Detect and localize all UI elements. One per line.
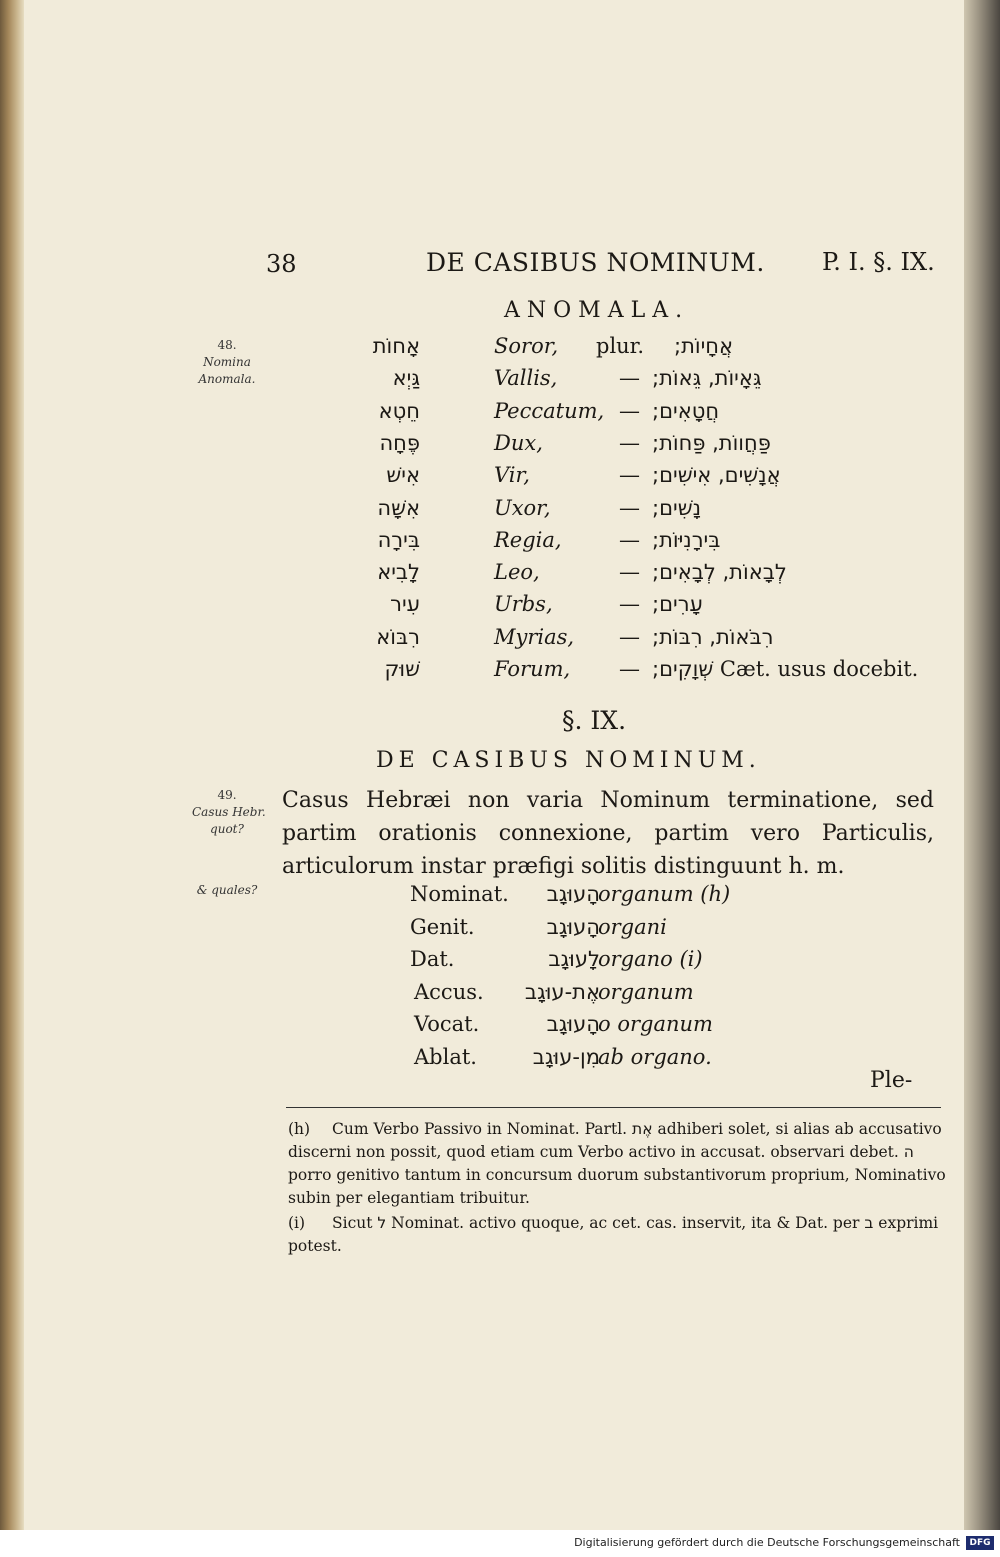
latin-gloss: Vir,: [494, 463, 530, 488]
footnote-text: adhiberi solet, si alias ab accusativo discerni non possit, quod etiam cum Verbo activo in accusat. observari debet.: [288, 1120, 942, 1161]
latin-gloss: Forum,: [494, 657, 571, 681]
case-name: Ablat.: [414, 1045, 477, 1069]
margin-note-line: 49.: [217, 788, 237, 802]
hebrew-plural-cell: [652, 399, 719, 423]
margin-note-qualis: & quales?: [196, 883, 258, 897]
anomala-row: [24, 399, 964, 429]
latin-gloss: Myrias,: [494, 624, 575, 649]
anomala-row: [24, 625, 964, 655]
dfg-logo: DFG: [966, 1536, 994, 1550]
plural-marker: —: [619, 398, 640, 423]
latin-gloss: Urbs,: [494, 592, 553, 617]
margin-note-line: quot?: [210, 822, 244, 836]
book-page: [24, 0, 964, 1530]
hebrew-singular: פֶּחָה: [379, 430, 420, 455]
case-hebrew: אֶת-עוּגָב: [524, 979, 600, 1004]
case-hebrew: הָעוּגָב: [546, 914, 600, 939]
margin-note-49: [192, 787, 266, 838]
hebrew-plural-cell: [652, 528, 720, 552]
footnote-hebrew: ה: [903, 1143, 914, 1161]
section-title: DE CASIBUS NOMINUM.: [376, 748, 761, 773]
anomala-row: [24, 657, 964, 687]
hebrew-plural: בִּירָנִיּוֹת;: [652, 527, 721, 552]
hebrew-plural-cell: [652, 366, 762, 390]
case-row: [24, 1012, 964, 1042]
anomala-row: [24, 334, 964, 364]
case-gloss: organo (i): [598, 947, 703, 972]
plural-marker: —: [619, 560, 640, 585]
case-hebrew: הָעוּגָב: [546, 882, 600, 906]
latin-gloss: Uxor,: [494, 495, 551, 520]
case-gloss: organum (h): [598, 882, 731, 906]
case-gloss: organum: [598, 979, 694, 1004]
section-number: §. IX.: [562, 706, 627, 735]
anomala-title: ANOMALA.: [504, 298, 690, 323]
hebrew-plural: פַּחֲווֹת, פַּחוֹת;: [652, 430, 771, 455]
plural-marker: —: [619, 463, 640, 488]
hebrew-plural-cell: [674, 334, 733, 358]
anomala-row: [24, 496, 964, 526]
latin-gloss: Regia,: [494, 527, 562, 552]
case-name: Accus.: [414, 979, 484, 1004]
footnote-i: [288, 1212, 946, 1258]
footnote-rule: [286, 1107, 941, 1108]
hebrew-singular: בִּירָה: [377, 527, 420, 552]
plural-marker: —: [619, 527, 640, 552]
margin-note-line: Anomala.: [198, 372, 256, 386]
hebrew-singular: עִיר: [390, 592, 420, 617]
footnote-label: (i): [288, 1214, 306, 1232]
hebrew-plural: נָשִׁים;: [652, 495, 701, 520]
hebrew-plural: אֲנָשִׁים, אִישִׁים;: [652, 463, 781, 488]
page-number: 38: [266, 250, 297, 278]
latin-gloss: Peccatum,: [494, 398, 605, 423]
plural-marker: —: [619, 366, 640, 391]
case-hebrew: הָעוּגָב: [546, 1012, 600, 1037]
hebrew-singular: אִשָּׁה: [377, 495, 420, 520]
case-row: [24, 1045, 964, 1075]
footnote-hebrew: אֶת: [632, 1120, 653, 1138]
case-name: Dat.: [410, 947, 455, 972]
hebrew-plural-cell: [652, 463, 781, 487]
latin-gloss: Soror,: [494, 334, 559, 358]
plural-marker: —: [619, 657, 640, 681]
running-head: DE CASIBUS NOMINUM.: [426, 248, 765, 277]
case-name: Genit.: [410, 914, 475, 939]
footnote-text: Cum Verbo Passivo in Nominat. Partl.: [332, 1120, 628, 1138]
anomala-row: [24, 528, 964, 558]
footer-credit: Digitalisierung gefördert durch die Deutsche Forschungsgemeinschaft: [574, 1536, 960, 1549]
latin-gloss: Vallis,: [494, 366, 558, 391]
hebrew-singular: שׁוּק: [384, 657, 420, 681]
footnote-text: Sicut: [332, 1214, 373, 1232]
book-spine: [0, 0, 24, 1557]
hebrew-plural: גֵּאָיוֹת, גֵּאוֹת;: [652, 366, 762, 391]
case-name: Vocat.: [414, 1012, 480, 1037]
plural-marker: —: [619, 430, 640, 455]
hebrew-singular: רִבּוֹא: [376, 624, 420, 649]
footnote-text: porro genitivo tantum in concursum duorum substantivorum proprium, Nominativo subin per elegantiam tribuitur.: [288, 1166, 946, 1207]
hebrew-plural: שְׁוָקִים;: [652, 657, 714, 681]
case-gloss: o organum: [598, 1012, 713, 1037]
body-paragraph: Casus Hebræi non varia Nominum terminatione, sed partim orationis connexione, partim vero Particulis, articulorum instar præfigi solitis distinguunt h. m.: [282, 788, 934, 879]
hebrew-plural-cell: [652, 560, 787, 584]
anomala-row: [24, 431, 964, 461]
hebrew-plural: עָרִים;: [652, 592, 703, 617]
footnote-h: [288, 1118, 946, 1210]
footnote-text: Nominat. activo quoque, ac cet. cas. inservit, ita & Dat. per: [391, 1214, 860, 1232]
case-row: [24, 882, 964, 912]
hebrew-plural: חֲטָאִים;: [652, 398, 720, 423]
anomala-row: [24, 366, 964, 396]
margin-note-line: Casus Hebr.: [192, 805, 266, 819]
anomala-row: [24, 560, 964, 590]
hebrew-plural-cell: [652, 431, 771, 455]
case-row: [24, 915, 964, 945]
digitization-footer: [0, 1530, 1000, 1557]
case-hebrew: מִן-עוּגָב: [532, 1045, 600, 1069]
footnote-text: exprimi potest.: [288, 1214, 939, 1255]
plural-marker: plur.: [596, 334, 645, 358]
hebrew-singular: לָבִיא: [377, 560, 420, 585]
catchword: Ple-: [870, 1068, 913, 1093]
case-gloss: organi: [598, 914, 667, 939]
hebrew-singular: חֵטְא: [378, 398, 420, 423]
page-edge: [964, 0, 1000, 1530]
hebrew-singular: אִישׁ: [386, 463, 420, 488]
plural-marker: —: [619, 495, 640, 520]
margin-note-line: 48.: [217, 338, 237, 352]
hebrew-plural: לְבָאוֹת, לְבָאִים;: [652, 560, 787, 585]
hebrew-singular: אָחוֹת: [372, 334, 420, 358]
hebrew-singular: גַּיְא: [392, 366, 420, 391]
anomala-row: [24, 592, 964, 622]
hebrew-plural-cell: [652, 496, 701, 520]
latin-gloss: Leo,: [494, 560, 540, 585]
hebrew-plural-cell: [652, 625, 774, 649]
footnote-hebrew: ב: [864, 1214, 874, 1232]
hebrew-plural: אֲחָיוֹת;: [674, 334, 734, 358]
case-gloss: ab organo.: [598, 1045, 712, 1069]
latin-gloss: Dux,: [494, 430, 543, 455]
margin-note-line: Nomina: [203, 355, 251, 369]
footnote-hebrew: ל: [377, 1214, 387, 1232]
case-hebrew: לָעוּגָב: [548, 947, 600, 972]
case-row: [24, 947, 964, 977]
plural-marker: —: [619, 592, 640, 617]
hebrew-plural: רִבֹּאוֹת, רִבּוֹת;: [652, 624, 774, 649]
section-reference: P. I. §. IX.: [822, 248, 935, 276]
footnote-label: (h): [288, 1120, 311, 1138]
row-tail: Cæt. usus docebit.: [719, 657, 919, 681]
case-row: [24, 980, 964, 1010]
case-name: Nominat.: [410, 882, 509, 906]
anomala-row: [24, 463, 964, 493]
hebrew-plural-cell: [652, 657, 918, 681]
plural-marker: —: [619, 624, 640, 649]
hebrew-plural-cell: [652, 592, 703, 616]
